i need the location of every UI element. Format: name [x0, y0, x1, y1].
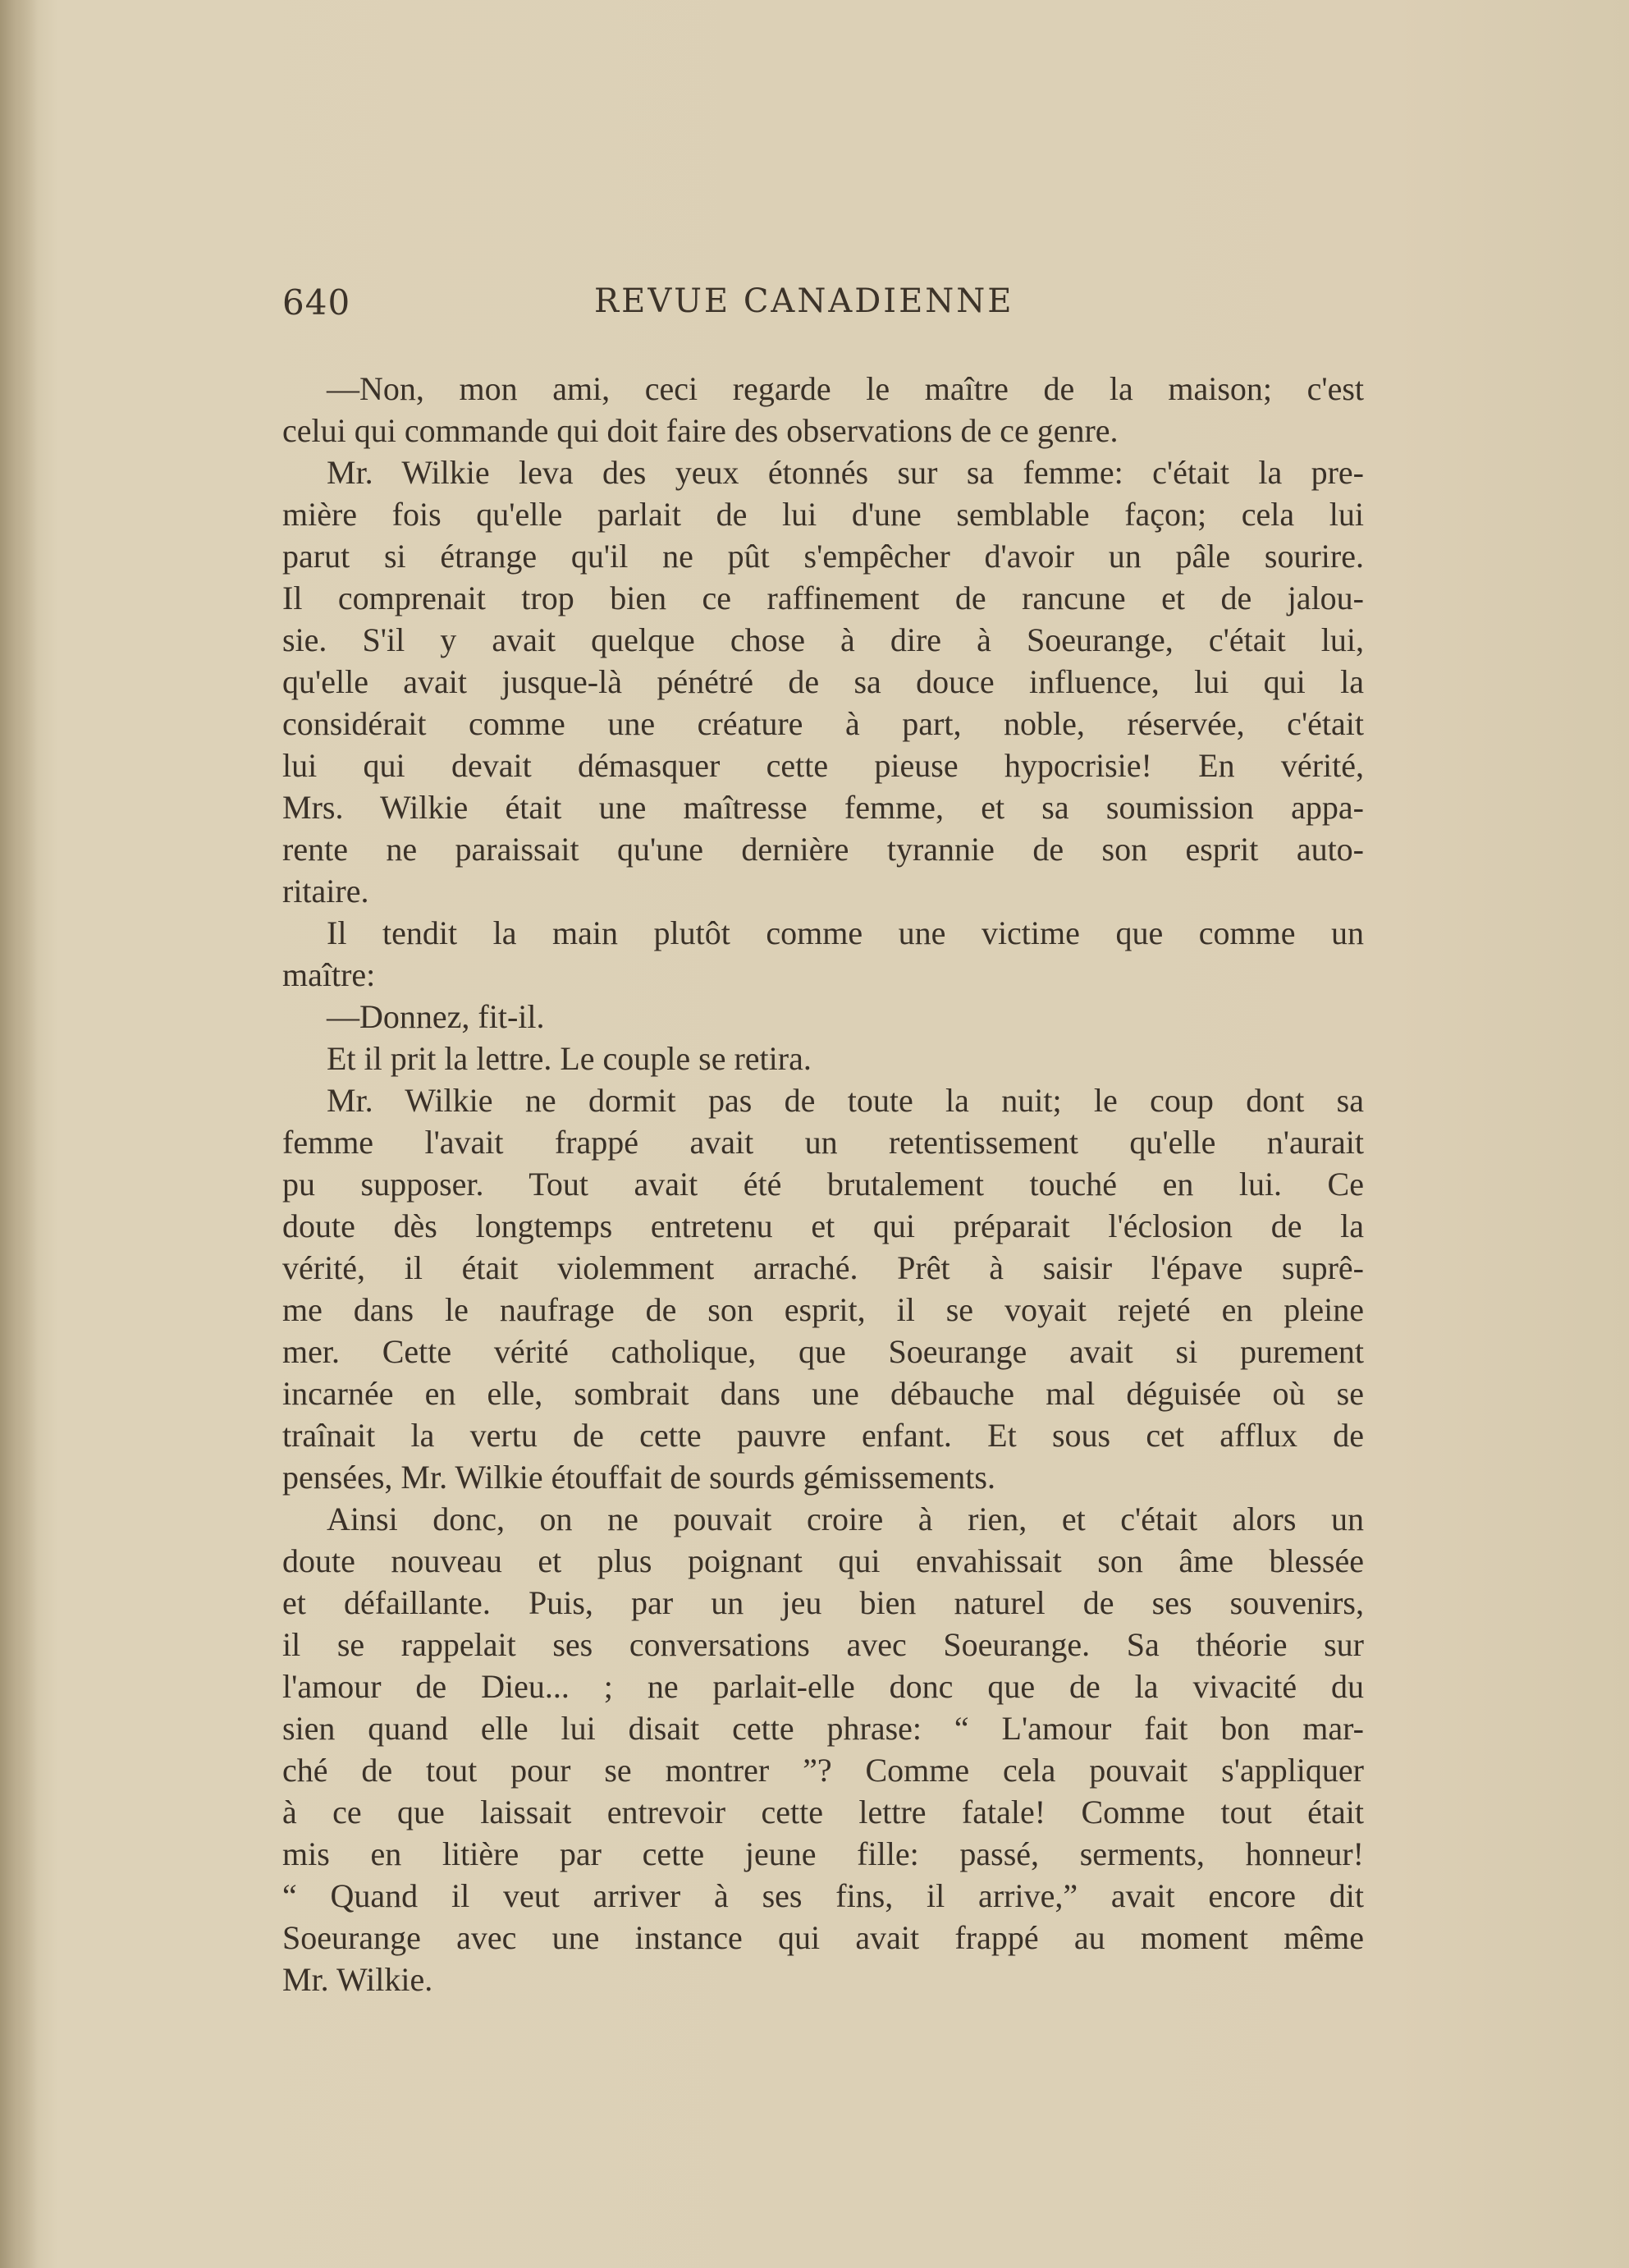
text-line: “ Quand il veut arriver à ses fins, il arrive,” avait encore dit — [282, 1877, 1364, 1914]
text-line: me dans le naufrage de son esprit, il se voyait rejeté en pleine — [282, 1291, 1364, 1328]
text-line: parut si étrange qu'il ne pût s'empêcher d'avoir un pâle sourire. — [282, 538, 1364, 575]
text-line: vérité, il était violemment arraché. Prêt à saisir l'épave suprê- — [282, 1249, 1364, 1286]
text-line: —Non, mon ami, ceci regarde le maître de la maison; c'est — [327, 370, 1364, 407]
text-line: considérait comme une créature à part, noble, réservée, c'était — [282, 705, 1364, 742]
text-line: femme l'avait frappé avait un retentissement qu'elle n'aurait — [282, 1124, 1364, 1161]
page-header — [282, 282, 1046, 332]
text-line: incarnée en elle, sombrait dans une débauche mal déguisée où se — [282, 1375, 1364, 1412]
text-line: mis en litière par cette jeune fille: passé, serments, honneur! — [282, 1835, 1364, 1872]
text-line: pu supposer. Tout avait été brutalement touché en lui. Ce — [282, 1166, 1364, 1203]
text-line: mière fois qu'elle parlait de lui d'une semblable façon; cela lui — [282, 496, 1364, 533]
text-line: sie. S'il y avait quelque chose à dire à Soeurange, c'était lui, — [282, 621, 1364, 658]
text-line: —Donnez, fit-il. — [327, 998, 545, 1035]
text-line: Mrs. Wilkie était une maîtresse femme, et sa soumission appa- — [282, 789, 1364, 826]
text-line: rente ne paraissait qu'une dernière tyrannie de son esprit auto- — [282, 831, 1364, 868]
binding-edge — [0, 0, 38, 2268]
page-number: 640 — [282, 282, 351, 323]
text-line: il se rappelait ses conversations avec Soeurange. Sa théorie sur — [282, 1626, 1364, 1663]
text-line: sien quand elle lui disait cette phrase: “ L'amour fait bon mar- — [282, 1710, 1364, 1747]
text-line: Mr. Wilkie ne dormit pas de toute la nuit; le coup dont sa — [327, 1082, 1364, 1119]
text-line: celui qui commande qui doit faire des observations de ce genre. — [282, 412, 1119, 449]
running-title: REVUE CANADIENNE — [594, 282, 1014, 320]
text-line: qu'elle avait jusque-là pénétré de sa douce influence, lui qui la — [282, 663, 1364, 700]
text-line: Ainsi donc, on ne pouvait croire à rien, et c'était alors un — [327, 1501, 1364, 1537]
text-line: Soeurange avec une instance qui avait frappé au moment même — [282, 1919, 1364, 1956]
text-line: Mr. Wilkie. — [282, 1961, 433, 1998]
text-line: l'amour de Dieu... ; ne parlait-elle donc que de la vivacité du — [282, 1668, 1364, 1705]
text-line: pensées, Mr. Wilkie étouffait de sourds gémissements. — [282, 1459, 995, 1496]
body-text — [282, 368, 1364, 2000]
text-line: Mr. Wilkie leva des yeux étonnés sur sa femme: c'était la pre- — [327, 454, 1364, 491]
text-line: et défaillante. Puis, par un jeu bien naturel de ses souvenirs, — [282, 1584, 1364, 1621]
text-line: Il comprenait trop bien ce raffinement de rancune et de jalou- — [282, 580, 1364, 616]
text-line: ché de tout pour se montrer ”? Comme cela pouvait s'appliquer — [282, 1752, 1364, 1789]
text-line: maître: — [282, 956, 376, 993]
text-line: ritaire. — [282, 873, 369, 909]
text-line: Il tendit la main plutôt comme une victime que comme un — [327, 914, 1364, 951]
text-line: Et il prit la lettre. Le couple se retira. — [327, 1040, 812, 1077]
text-line: doute dès longtemps entretenu et qui préparait l'éclosion de la — [282, 1207, 1364, 1244]
text-line: lui qui devait démasquer cette pieuse hypocrisie! En vérité, — [282, 747, 1364, 784]
text-line: à ce que laissait entrevoir cette lettre fatale! Comme tout était — [282, 1794, 1364, 1830]
text-line: mer. Cette vérité catholique, que Soeurange avait si purement — [282, 1333, 1364, 1370]
text-line: doute nouveau et plus poignant qui envahissait son âme blessée — [282, 1542, 1364, 1579]
text-line: traînait la vertu de cette pauvre enfant. Et sous cet afflux de — [282, 1417, 1364, 1454]
